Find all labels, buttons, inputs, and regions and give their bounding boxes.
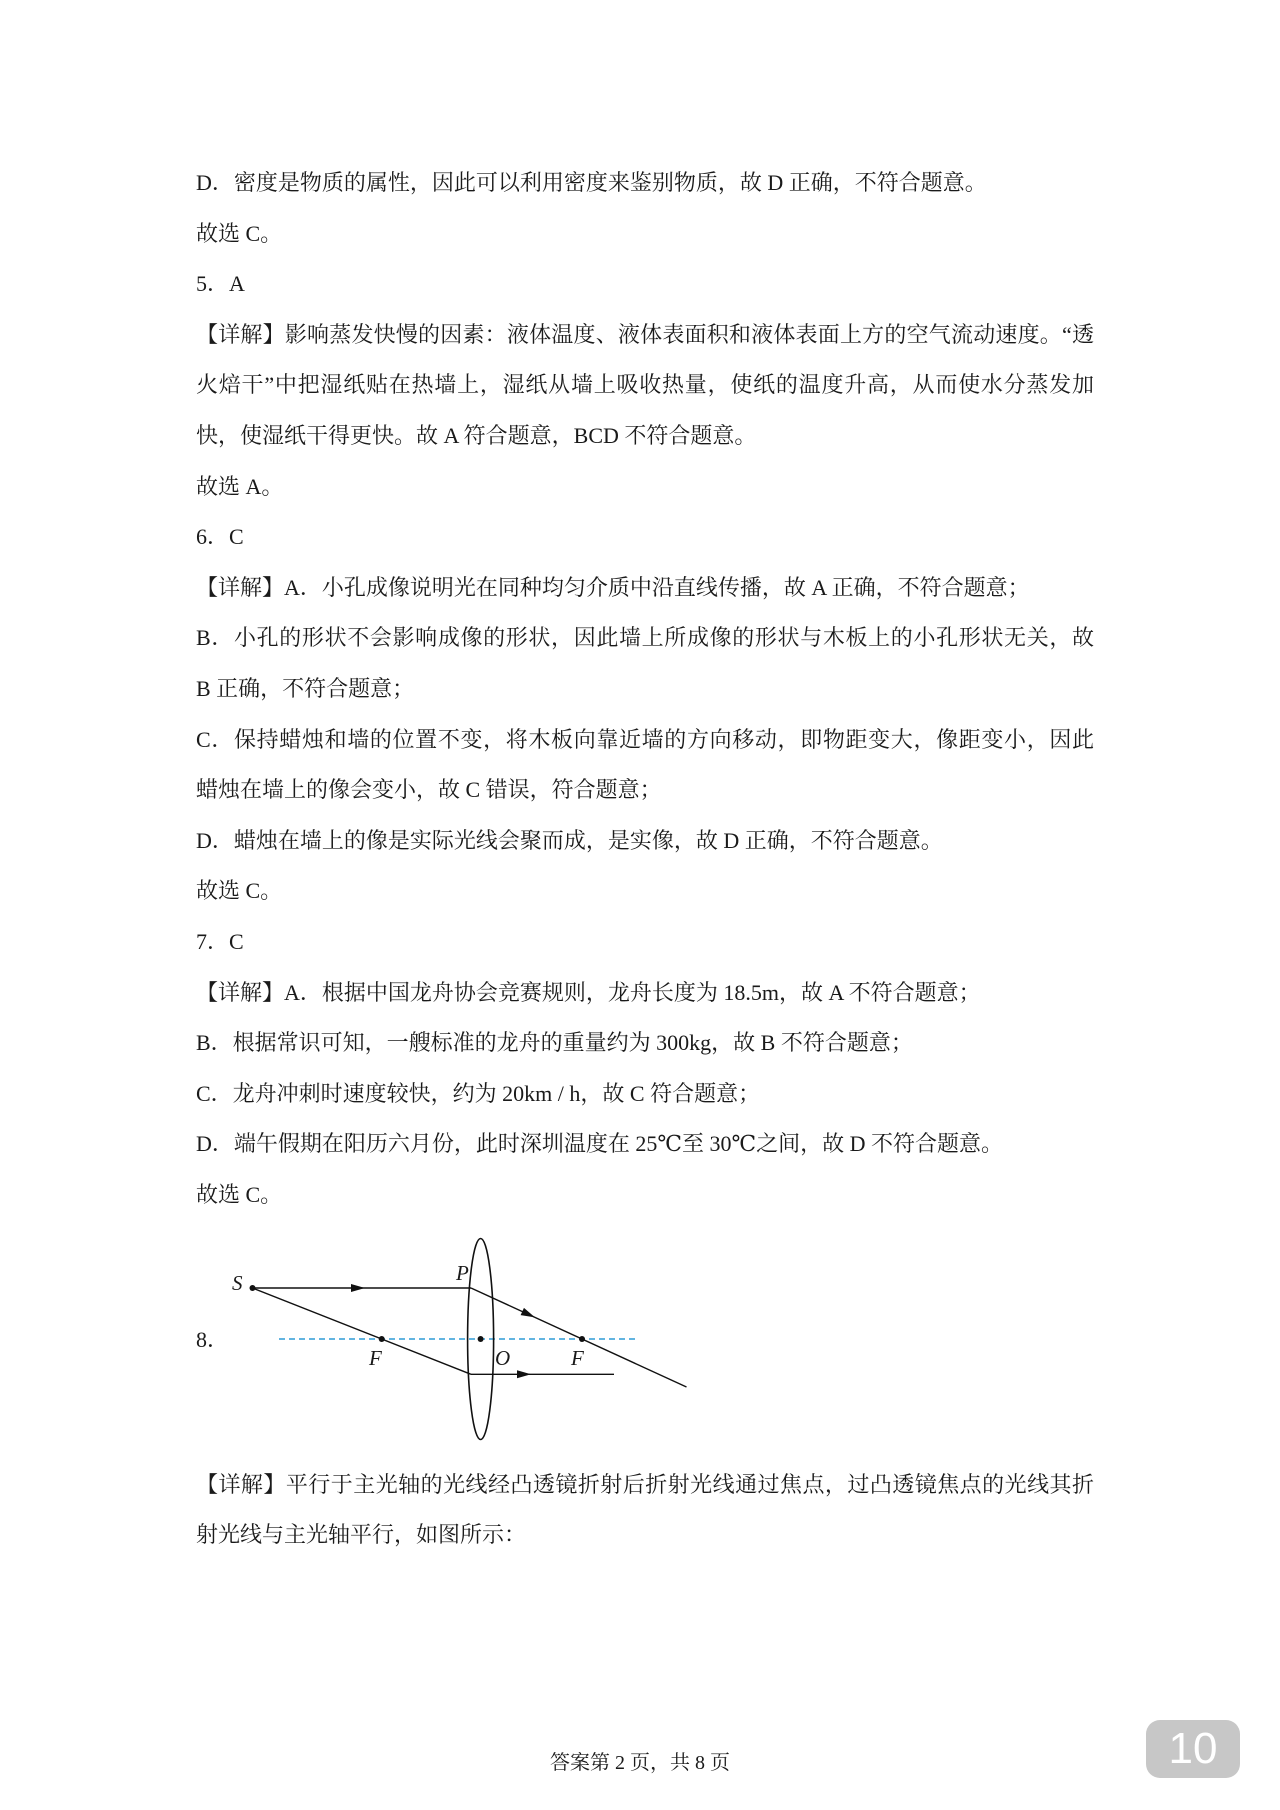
page-number-badge: 10 [1146, 1720, 1240, 1778]
q6-explanation-line: D．蜡烛在墙上的像是实际光线会聚而成，是实像，故 D 正确，不符合题意。 [196, 827, 943, 853]
source-label: S [232, 1271, 243, 1296]
optical-center-label: O [495, 1346, 511, 1371]
q5-answer: 故选 A。 [196, 473, 284, 499]
q6-heading: 6．C [196, 524, 244, 550]
q8-heading: 8． [196, 1327, 230, 1353]
q7-answer: 故选 C。 [196, 1181, 283, 1207]
focus-right-point [579, 1336, 585, 1342]
q8-explanation-line: 【详解】平行于主光轴的光线经凸透镜折射后折射光线通过焦点，过凸透镜焦点的光线其折 [196, 1471, 1094, 1497]
q4-answer: 故选 C。 [196, 220, 283, 246]
q5-explanation-line: 火焙干”中把湿纸贴在热墙上，湿纸从墙上吸收热量，使纸的温度升高，从而使水分蒸发加 [196, 372, 1094, 398]
q6-explanation-line: C．保持蜡烛和墙的位置不变，将木板向靠近墙的方向移动，即物距变大，像距变小，因此 [196, 726, 1094, 752]
q5-heading: 5．A [196, 271, 245, 297]
convex-lens-ray-diagram [230, 1230, 710, 1450]
refracted-ray-through-focus [471, 1288, 687, 1387]
q6-explanation-line: 【详解】A．小孔成像说明光在同种均匀介质中沿直线传播，故 A 正确，不符合题意； [196, 574, 1030, 600]
q8-explanation-line: 射光线与主光轴平行，如图所示： [196, 1522, 527, 1548]
incident-ray-parallel-arrow [351, 1284, 365, 1292]
q6-explanation-line: B．小孔的形状不会影响成像的形状，因此墙上所成像的形状与木板上的小孔形状无关，故 [196, 625, 1094, 651]
q5-explanation-line: 快，使湿纸干得更快。故 A 符合题意，BCD 不符合题意。 [196, 422, 757, 448]
q7-explanation-line: C．龙舟冲刺时速度较快，约为 20km / h，故 C 符合题意； [196, 1080, 761, 1106]
q6-answer: 故选 C。 [196, 878, 283, 904]
refracted-ray-through-focus-arrow [521, 1308, 537, 1321]
q7-explanation-line: B．根据常识可知，一艘标准的龙舟的重量约为 300kg，故 B 不符合题意； [196, 1030, 913, 1056]
source-point [250, 1285, 256, 1291]
q6-explanation-line: 蜡烛在墙上的像会变小，故 C 错误，符合题意； [196, 777, 662, 803]
q6-explanation-line: B 正确，不符合题意； [196, 675, 415, 701]
incidence-point-label: P [456, 1261, 469, 1286]
q7-explanation-line: 【详解】A．根据中国龙舟协会竞赛规则，龙舟长度为 18.5m，故 A 不符合题意； [196, 979, 981, 1005]
q7-explanation-line: D．端午假期在阳历六月份，此时深圳温度在 25℃至 30℃之间，故 D 不符合题意。 [196, 1131, 1003, 1157]
q4-option-d: D．密度是物质的属性，因此可以利用密度来鉴别物质，故 D 正确，不符合题意。 [196, 170, 987, 195]
focus-left-point [379, 1336, 385, 1342]
page-footer: 答案第 2 页，共 8 页 [550, 1752, 730, 1774]
refracted-ray-parallel-arrow [517, 1371, 531, 1379]
q7-heading: 7．C [196, 928, 244, 954]
optical-center-point [478, 1336, 484, 1342]
q5-explanation-line: 【详解】影响蒸发快慢的因素：液体温度、液体表面积和液体表面上方的空气流动速度。“透 [196, 321, 1094, 347]
q8-answer-figure [196, 1220, 1094, 1459]
incident-ray-through-focus [253, 1288, 472, 1374]
focus-left-label: F [369, 1346, 382, 1371]
answer-content [196, 158, 1094, 1561]
focus-right-label: F [571, 1346, 584, 1371]
